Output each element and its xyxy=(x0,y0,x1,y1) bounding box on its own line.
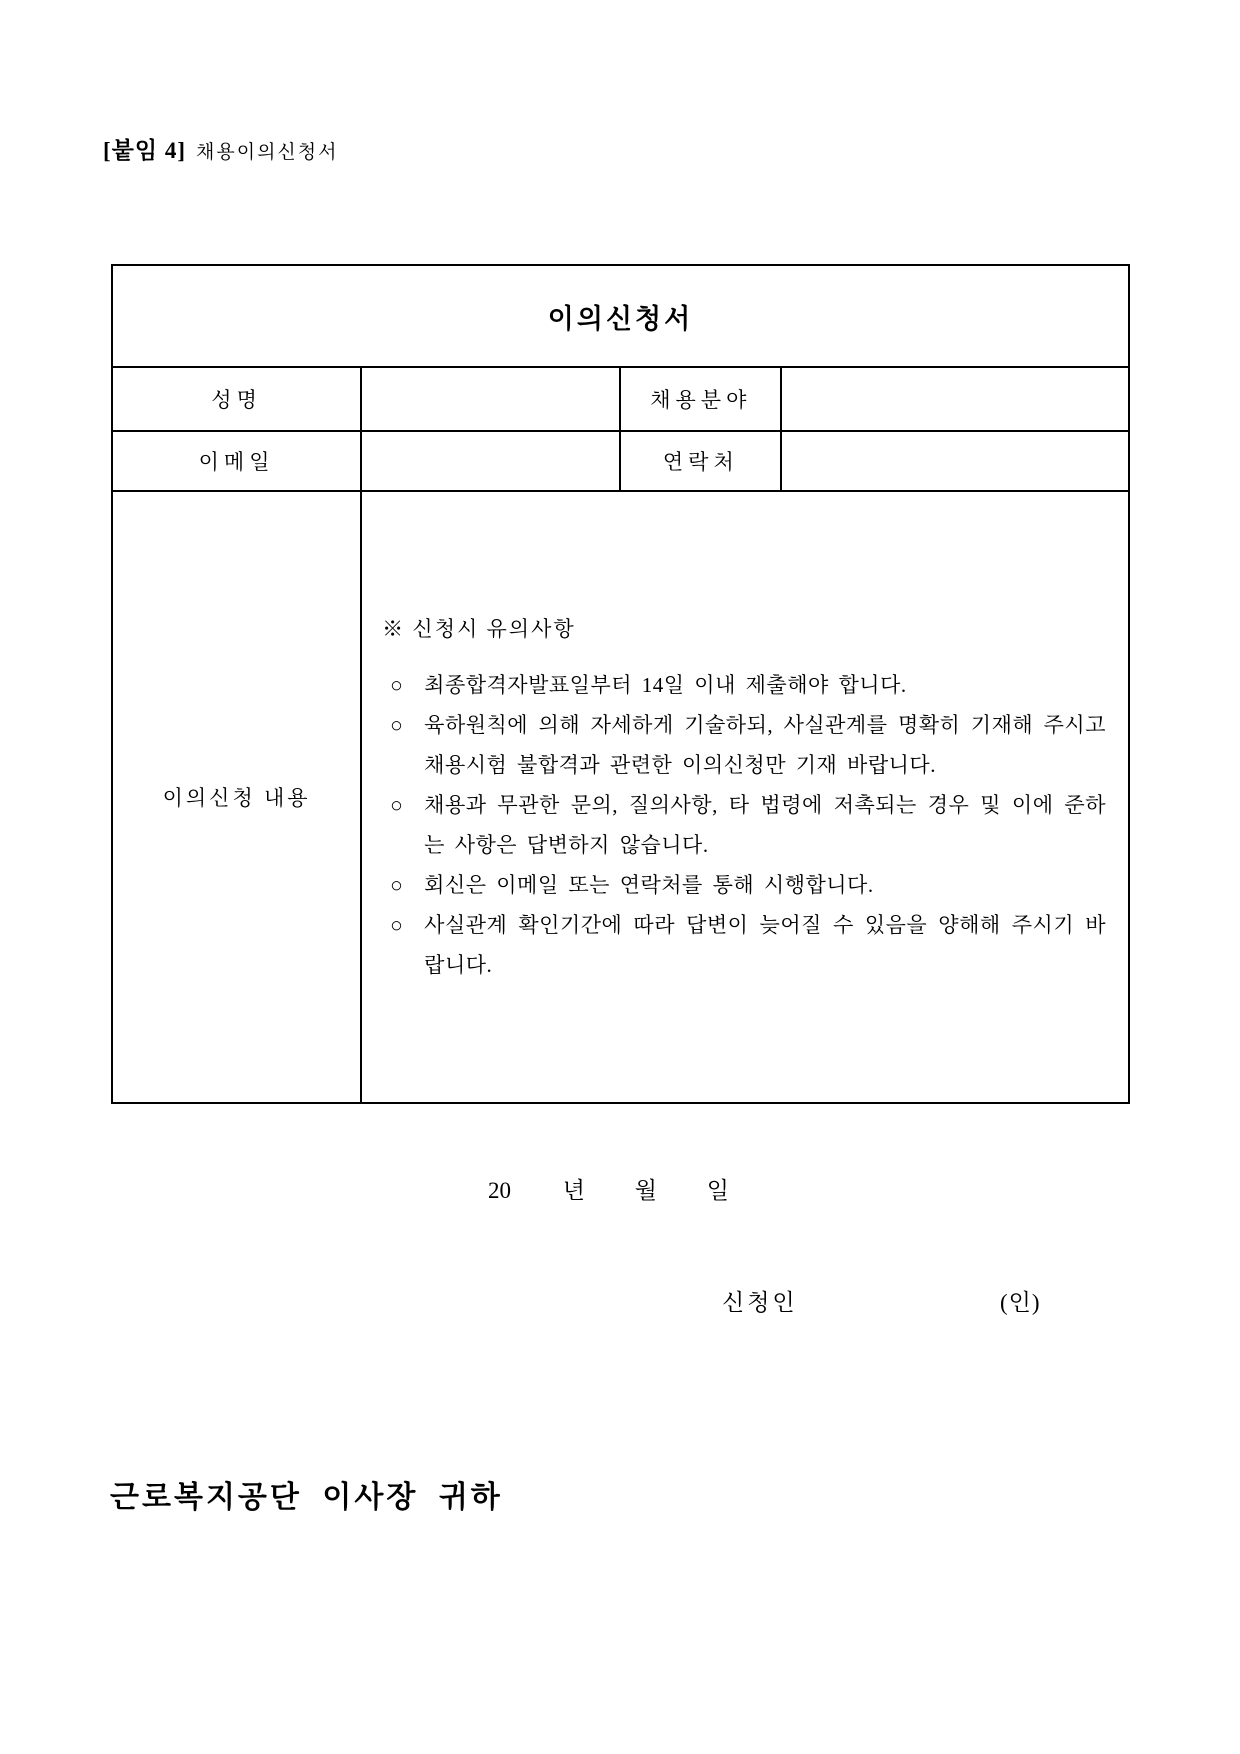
bullet-circle-icon: ○ xyxy=(390,913,403,937)
contact-value-cell xyxy=(781,431,1129,491)
objection-form-table xyxy=(111,264,1130,1104)
email-value-cell xyxy=(361,431,620,491)
recruit-field-label: 채용분야 xyxy=(620,367,781,431)
name-label: 성명 xyxy=(112,367,361,431)
notice-item xyxy=(382,905,1106,985)
notice-heading: ※ 신청시 유의사항 xyxy=(382,617,576,641)
notice-item-text: 채용과 무관한 문의, 질의사항, 타 법령에 저촉되는 경우 및 이에 준하는 사항은 답변하지 않습니다. xyxy=(424,793,1106,857)
notice-item xyxy=(382,665,1106,705)
content-row xyxy=(112,491,1129,1103)
recruit-field-value-cell xyxy=(781,367,1129,431)
attachment-doc-title: 채용이의신청서 xyxy=(196,142,339,163)
date-day-label: 일 xyxy=(706,1178,729,1203)
bullet-circle-icon: ○ xyxy=(390,713,403,737)
notice-block xyxy=(362,609,1128,985)
signature-line xyxy=(0,1284,1240,1324)
content-cell xyxy=(361,491,1129,1103)
notice-item xyxy=(382,705,1106,785)
bullet-circle-icon: ○ xyxy=(390,873,403,897)
form-title-row xyxy=(112,265,1129,367)
contact-label: 연락처 xyxy=(620,431,781,491)
notice-item-text: 회신은 이메일 또는 연락처를 통해 시행합니다. xyxy=(424,873,874,897)
bullet-circle-icon: ○ xyxy=(390,793,403,817)
attachment-header xyxy=(103,132,339,165)
recipient-line: 근로복지공단 이사장 귀하 xyxy=(110,1481,503,1514)
bullet-circle-icon: ○ xyxy=(390,673,403,697)
name-value-cell xyxy=(361,367,620,431)
notice-item-text: 사실관계 확인기간에 따라 답변이 늦어질 수 있음을 양해해 주시기 바랍니다. xyxy=(424,913,1106,977)
date-year-prefix: 20 xyxy=(488,1178,511,1203)
attachment-number-label: [붙임 4] xyxy=(103,138,187,163)
seal-label: (인) xyxy=(1000,1290,1041,1315)
date-year-label: 년 xyxy=(562,1178,585,1203)
content-label: 이의신청 내용 xyxy=(112,491,361,1103)
form-title: 이의신청서 xyxy=(112,265,1129,367)
email-label: 이메일 xyxy=(112,431,361,491)
notice-item-text: 육하원칙에 의해 자세하게 기술하되, 사실관계를 명확히 기재해 주시고 채용시험 불합격과 관련한 이의신청만 기재 바랍니다. xyxy=(424,713,1106,777)
notice-item xyxy=(382,785,1106,865)
applicant-label: 신청인 xyxy=(722,1290,798,1315)
date-line xyxy=(488,1172,729,1205)
date-month-label: 월 xyxy=(634,1178,657,1203)
email-row xyxy=(112,431,1129,491)
notice-item-text: 최종합격자발표일부터 14일 이내 제출해야 합니다. xyxy=(424,673,907,697)
name-row xyxy=(112,367,1129,431)
notice-item xyxy=(382,865,1106,905)
